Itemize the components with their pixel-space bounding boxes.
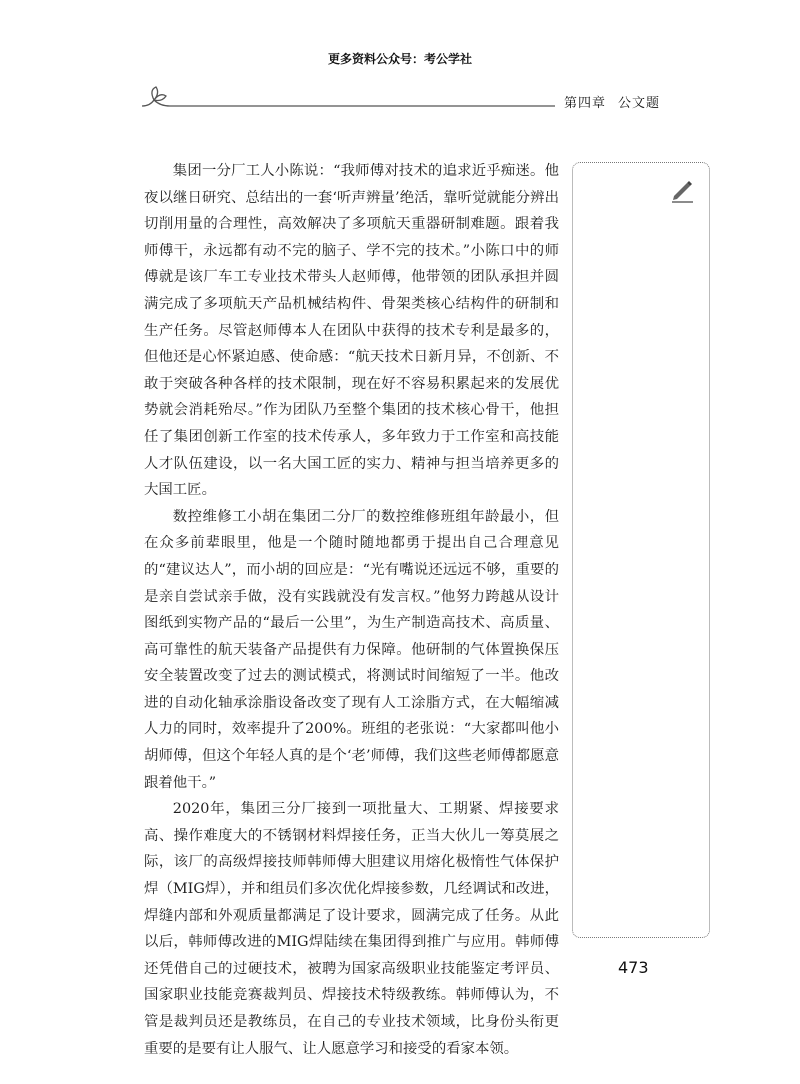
notes-box <box>572 162 710 938</box>
pencil-icon <box>669 177 695 203</box>
page-number: 473 <box>618 958 649 977</box>
source-banner: 更多资料公众号：考公学社 <box>327 52 472 66</box>
chapter-title <box>564 92 660 111</box>
body-text <box>144 158 559 1062</box>
paragraph: 数控维修工小胡在集团二分厂的数控维修班组年龄最小，但在众多前辈眼里，他是一个随时随地都勇于提出自己合理意见的“建议达人”，而小胡的回应是：“光有嘴说还远远不够，重要的是亲自尝试亲手做，没有实践就没有发言权。”他努力跨越从设计图纸到实物产品的“最后一公里”，为生产制造高技术、高质量、高可靠性的航天装备产品提供有力保障。他研制的气体置换保压安全装置改变了过去的测试模式，将测试时间缩短了一半。他改进的自动化轴承涂脂设备改变了现有人工涂脂方式，在大幅缩减人力的同时，效率提升了200%。班组的老张说：“大家都叫他小胡师傅，但这个年轻人真的是个‘老’师傅，我们这些老师傅都愿意跟着他干。” <box>144 508 559 791</box>
chapter-header <box>140 84 660 114</box>
section-title: 公文题 <box>617 96 660 111</box>
paragraph: 2020年，集团三分厂接到一项批量大、工期紧、焊接要求高、操作难度大的不锈钢材料焊接任务，正当大伙儿一筹莫展之际，该厂的高级焊接技师韩师傅大胆建议用熔化极惰性气体保护焊（MIG焊），并和组员们多次优化焊接参数，几经调试和改进，焊缝内部和外观质量都满足了设计要求，圆满完成了任务。从此以后，韩师傅改进的MIG焊陆续在集团得到推广与应用。韩师傅还凭借自己的过硬技术，被聘为国家高级职业技能鉴定考评员、国家职业技能竞赛裁判员、焊接技术特级教练。韩师傅认为，不管是裁判员还是教练员，在自己的专业技术领域，比身份头衔更重要的是要有让人服气、让人愿意学习和接受的看家本领。 <box>144 801 559 1057</box>
sprout-rule-icon <box>140 84 560 114</box>
paragraph: 集团一分厂工人小陈说：“我师傅对技术的追求近乎痴迷。他夜以继日研究、总结出的一套‘听声辨量’绝活，靠听觉就能分辨出切削用量的合理性，高效解决了多项航天重器研制难题。跟着我师傅干，永远都有动不完的脑子、学不完的技术。”小陈口中的师傅就是该厂车工专业技术带头人赵师傅，他带领的团队承担并圆满完成了多项航天产品机械结构件、骨架类核心结构件的研制和生产任务。尽管赵师傅本人在团队中获得的技术专利是最多的，但他还是心怀紧迫感、使命感：“航天技术日新月异，不创新、不敢于突破各种各样的技术限制，现在好不容易积累起来的发展优势就会消耗殆尽。”作为团队乃至整个集团的技术核心骨干，他担任了集团创新工作室的技术传承人，多年致力于工作室和高技能人才队伍建设，以一名大国工匠的实力、精神与担当培养更多的大国工匠。 <box>144 163 559 499</box>
chapter-number: 第四章 <box>563 96 606 111</box>
